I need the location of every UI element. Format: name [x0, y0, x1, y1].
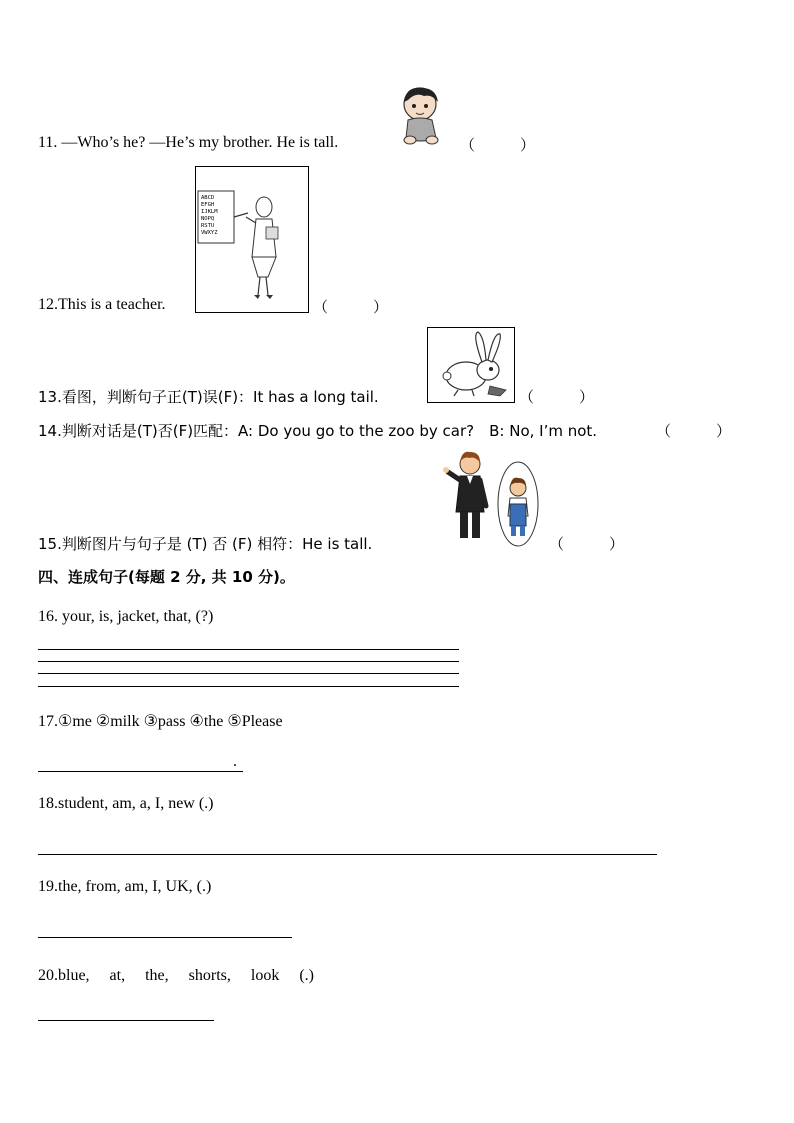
- answer-line-18[interactable]: [38, 854, 657, 855]
- section-heading: 四、连成句子(每题 2 分, 共 10 分)。: [38, 568, 295, 586]
- writing-line[interactable]: [38, 649, 459, 650]
- question-12-text: 12.This is a teacher.: [38, 296, 166, 313]
- writing-line[interactable]: [38, 673, 459, 674]
- answer-line-17[interactable]: [38, 771, 243, 772]
- question-13: [38, 386, 379, 407]
- question-15-text: 15.判断图片与句子是 (T) 否 (F) 相符：He is tall.: [38, 535, 373, 553]
- answer-parentheses-13[interactable]: （ ）: [519, 390, 595, 406]
- alphabet-chart-line: EFGH: [201, 202, 215, 208]
- writing-line[interactable]: [38, 686, 459, 687]
- teacher-icon: [195, 166, 309, 313]
- answer-parentheses-12[interactable]: （ ）: [313, 300, 389, 316]
- question-17: 17.①me ②milk ③pass ④the ⑤Please: [38, 713, 283, 730]
- rabbit-icon: [427, 327, 515, 403]
- answer-line-19[interactable]: [38, 937, 292, 938]
- question-16: 16. your, is, jacket, that, (?): [38, 608, 214, 625]
- writing-line[interactable]: [38, 661, 459, 662]
- answer-parentheses-14[interactable]: （ ）: [656, 424, 732, 440]
- answer-parentheses-11[interactable]: （ ）: [460, 138, 536, 154]
- answer-line-20[interactable]: [38, 1020, 214, 1021]
- answer-line-17-period: .: [233, 753, 237, 770]
- boys-icon: [440, 450, 544, 548]
- question-20: 20.blue, at, the, shorts, look (.): [38, 967, 314, 984]
- alphabet-chart-line: RSTU: [201, 223, 215, 229]
- question-15: [38, 533, 372, 554]
- question-14: [38, 420, 597, 441]
- question-18: 18.student, am, a, I, new (.): [38, 795, 214, 812]
- alphabet-chart-line: NOPQ: [201, 216, 215, 222]
- answer-parentheses-15[interactable]: （ ）: [549, 537, 625, 553]
- question-13-text: 13.看图，判断句子正(T)误(F)：It has a long tail.: [38, 388, 379, 406]
- question-11-text: 11. —Who’s he? —He’s my brother. He is tall.: [38, 134, 339, 151]
- alphabet-chart-line: VWXYZ: [201, 230, 218, 236]
- alphabet-chart-line: ABCD: [201, 195, 215, 201]
- baby-boy-icon: [398, 84, 446, 148]
- question-11: [38, 134, 338, 152]
- alphabet-chart: [201, 195, 218, 237]
- question-19: 19.the, from, am, I, UK, (.): [38, 878, 212, 895]
- question-12: [38, 296, 166, 314]
- alphabet-chart-line: IJKLM: [201, 209, 218, 215]
- question-14-text: 14.判断对话是(T)否(F)匹配：A: Do you go to the zoo by car? B: No, I’m not.: [38, 422, 598, 440]
